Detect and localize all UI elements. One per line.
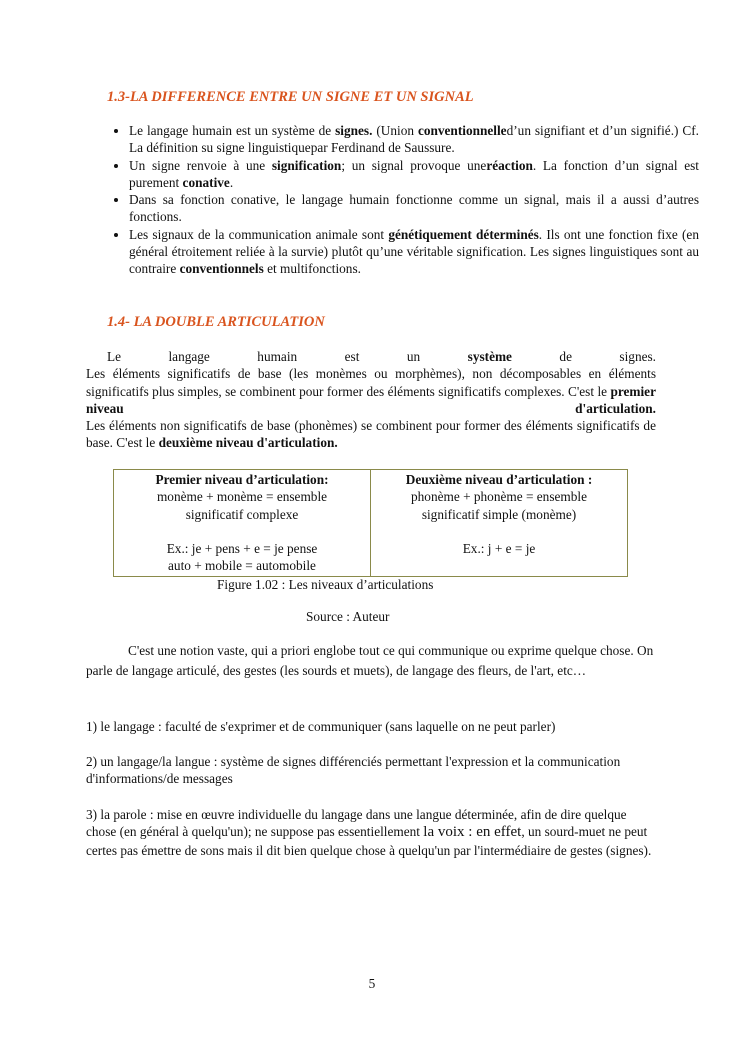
list-item: • Le langage humain est un système de signes. (Union conventionnelled’un signifiant et d’un signifié.) Cf. La définition su signe linguistiquepar Ferdinand de Saussure. [129, 122, 699, 157]
paragraph-line: Le langage humain est un système de signes. [107, 349, 656, 364]
page-number: 5 [368, 976, 376, 991]
definition-langue: 2) un langage/la langue : système de signes différenciés permettant l'expression et la communication d'informations/de messages [86, 754, 621, 787]
double-articulation-paragraph [86, 348, 656, 452]
section-heading-1-3: 1.3-LA DIFFERENCE ENTRE UN SIGNE ET UN SIGNAL [107, 89, 474, 105]
definition-langage: 1) le langage : faculté de s'exprimer et de communiquer (sans laquelle on ne peut parler) [86, 719, 556, 734]
list-item: • Dans sa fonction conative, le langage humain fonctionne comme un signal, mais il a aussi d’autres fonctions. [129, 191, 699, 226]
paragraph-line: Les éléments significatifs de base (les monèmes ou morphèmes), non décomposables en éléments significatifs plus simples, se combinent pour former des éléments significatifs complexes. C'est le premier niveau d'articulation. [86, 366, 656, 416]
notion-paragraph: C'est une notion vaste, qui a priori englobe tout ce qui communique ou exprime quelque chose. On parle de langage articulé, des gestes (les sourds et muets), de langage des fleurs, de l'art, etc… [86, 643, 654, 678]
articulation-table [113, 469, 628, 577]
list-item: • Un signe renvoie à une signification; un signal provoque uneréaction. La fonction d’un signal est purement conative. [129, 157, 699, 192]
second-level-cell: Deuxième niveau d’articulation : phonème + phonème = ensemble significatif simple (monème) Ex.: j + e = je [371, 470, 628, 577]
section-heading-1-4: 1.4- LA DOUBLE ARTICULATION [107, 314, 325, 330]
list-item: • Les signaux de la communication animale sont génétiquement déterminés. Ils ont une fonction fixe (en général étroitement reliée à la survie) plutôt qu’une véritable signification. Les signes linguistiques sont au contraire conventionnels et multifonctions. [129, 226, 699, 278]
sign-signal-bullet-list [86, 122, 699, 278]
definition-parole: 3) la parole : mise en œuvre individuelle du langage dans une langue déterminée, afin de dire quelque chose (en général à quelqu'un); ne suppose pas essentiellement la voix : en effet, un sourd-muet ne peut certes pas émettre de sons mais il dit bien quelque chose à quelqu'un par l'intermédiaire de gestes (signes). [86, 807, 652, 858]
paragraph-line: Les éléments non significatifs de base (phonèmes) se combinent pour former des éléments significatifs de base. C'est le deuxième niveau d'articulation. [86, 418, 656, 451]
first-level-cell: Premier niveau d’articulation: monème + monème = ensemble significatif complexe Ex.: je + pens + e = je pense auto + mobile = automobile [114, 470, 371, 577]
source-caption: Source : Auteur [306, 609, 390, 624]
figure-caption: Figure 1.02 : Les niveaux d’articulations [217, 577, 434, 592]
